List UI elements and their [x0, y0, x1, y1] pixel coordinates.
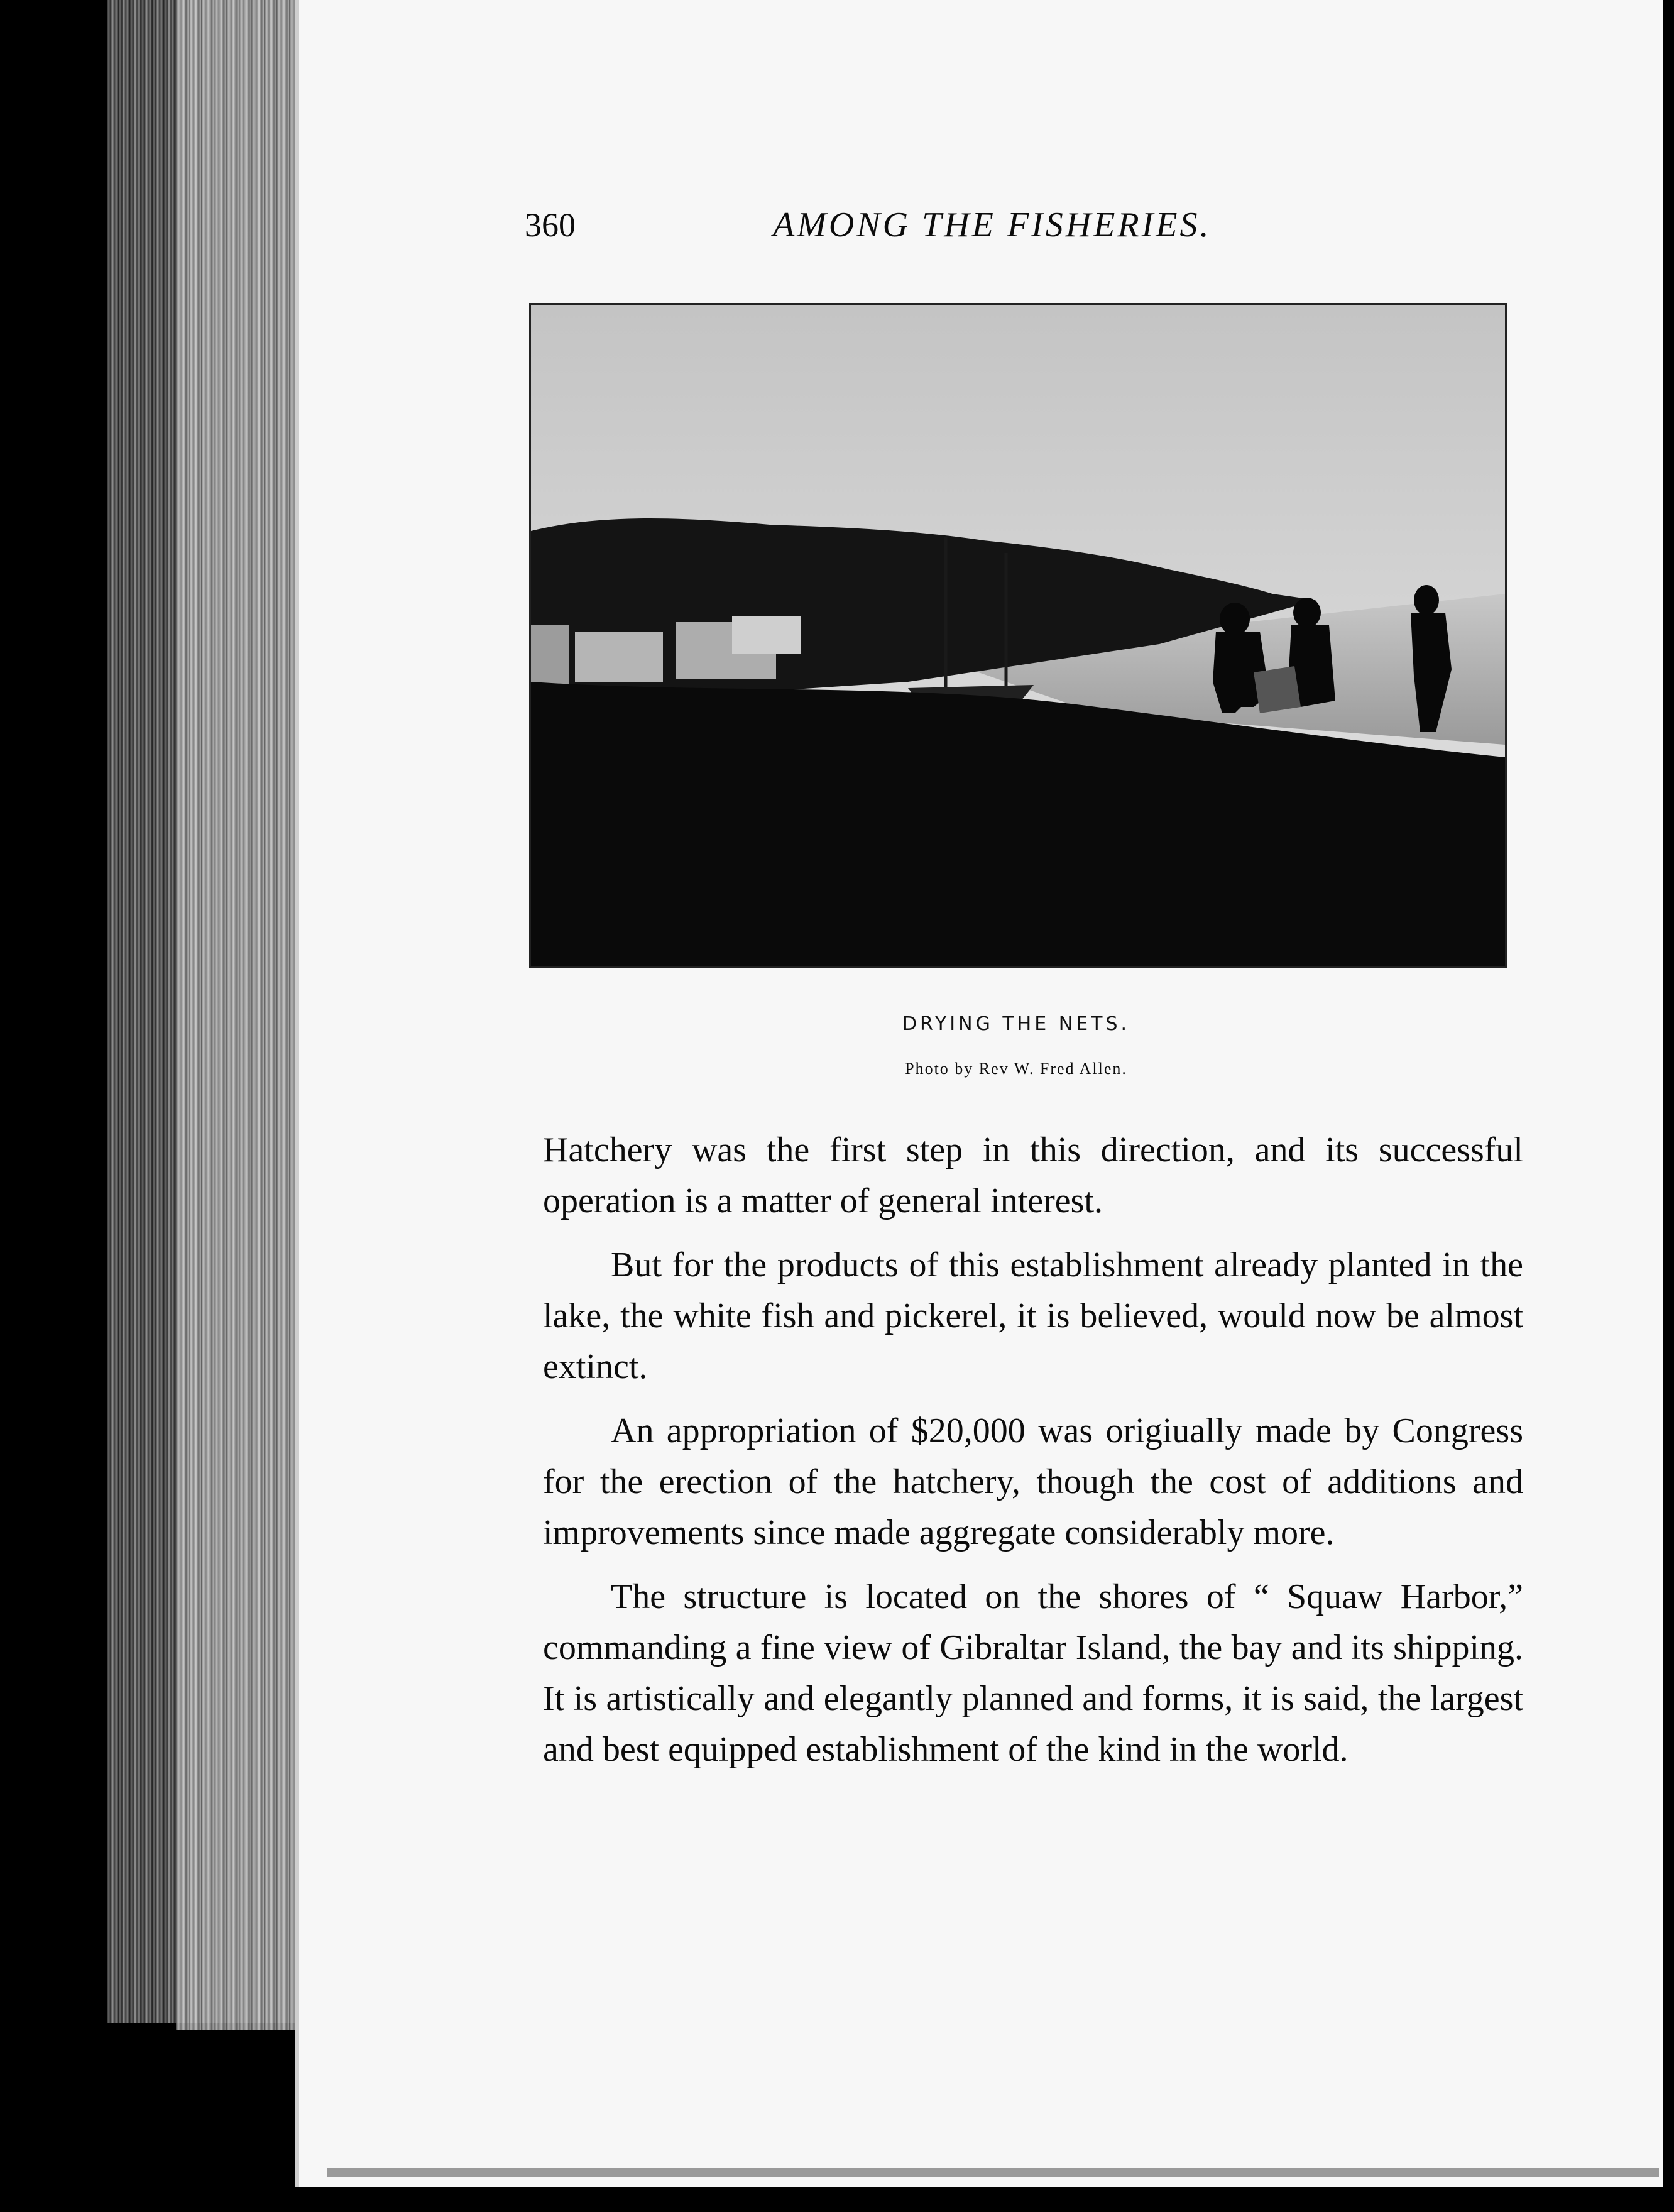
- figure-caption: DRYING THE NETS.: [902, 1013, 1130, 1035]
- page-bottom-edge: [327, 2168, 1659, 2177]
- paragraph: But for the products of this establishment already planted in the lake, the white fish and pickerel, it is believed, would now be almost extinct.: [543, 1246, 1523, 1386]
- running-head: [525, 200, 1257, 250]
- body-text: [543, 1125, 1523, 1788]
- photo-illustration: [531, 305, 1505, 966]
- paragraph: The structure is located on the shores of “ Squaw Harbor,” commanding a fine view of Gibraltar Island, the bay and its shipping. It is artistically and elegantly planned and forms, it is said, the largest and best equipped establishment of the kind in the world.: [543, 1577, 1523, 1769]
- photo-credit: Photo by Rev W. Fred Allen.: [905, 1059, 1127, 1078]
- paragraph: An appropriation of $20,000 was origiually made by Congress for the erection of the hatchery, though the cost of additions and improvements since made aggregate considerably more.: [543, 1411, 1523, 1552]
- paragraph: Hatchery was the first step in this direction, and its successful operation is a matter of general interest.: [543, 1131, 1523, 1220]
- page-number: 360: [525, 206, 576, 244]
- running-title: AMONG THE FISHERIES.: [773, 205, 1212, 244]
- photo-drying-the-nets: [529, 303, 1507, 968]
